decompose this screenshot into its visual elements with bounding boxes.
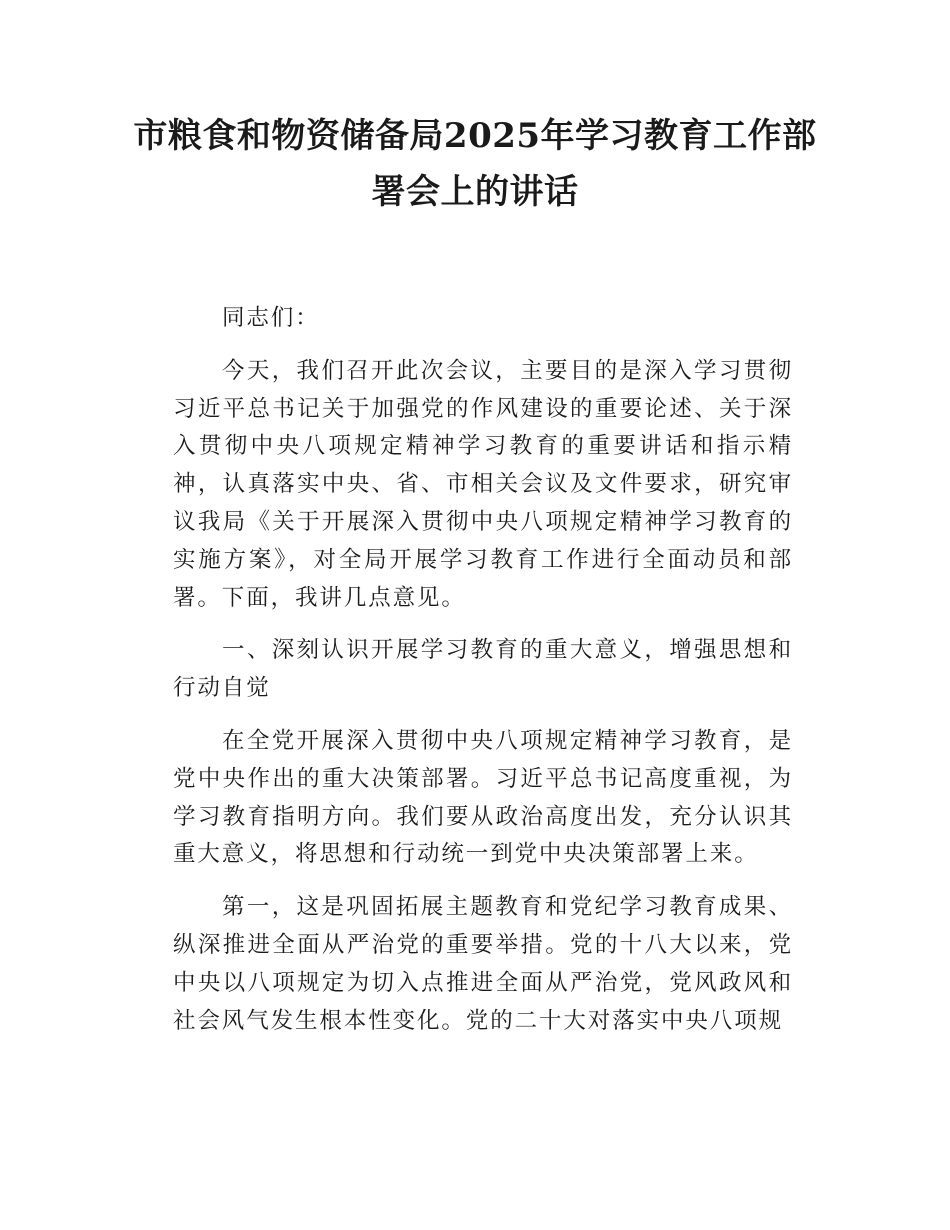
body-paragraph: 第一，这是巩固拓展主题教育和党纪学习教育成果、纵深推进全面从严治党的重要举措。党的十八大以来，党中央以八项规定为切入点推进全面从严治党，党风政风和社会风气发生根本性变化。党的二十大对落实中央八项规 — [173, 894, 793, 1034]
document-body — [173, 300, 793, 1055]
intro-paragraph: 今天，我们召开此次会议，主要目的是深入学习贯彻习近平总书记关于加强党的作风建设的重要论述、关于深入贯彻中央八项规定精神学习教育的重要讲话和指示精神，认真落实中央、省、市相关会议及文件要求，研究审议我局《关于开展深入贯彻中央八项规定精神学习教育的实施方案》，对全局开展学习教育工作进行全面动员和部署。下面，我讲几点意见。 — [173, 357, 793, 611]
section-heading-1: 一、深刻认识开展学习教育的重大意义，增强思想和行动自觉 — [173, 637, 793, 702]
document-title: 市粮食和物资储备局2025年学习教育工作部署会上的讲话 — [133, 116, 817, 212]
body-paragraph: 在全党开展深入贯彻中央八项规定精神学习教育，是党中央作出的重大决策部署。习近平总书记高度重视，为学习教育指明方向。我们要从政治高度出发，充分认识其重大意义，将思想和行动统一到党中央决策部署上来。 — [173, 727, 793, 868]
salutation-paragraph: 同志们： — [222, 305, 320, 331]
